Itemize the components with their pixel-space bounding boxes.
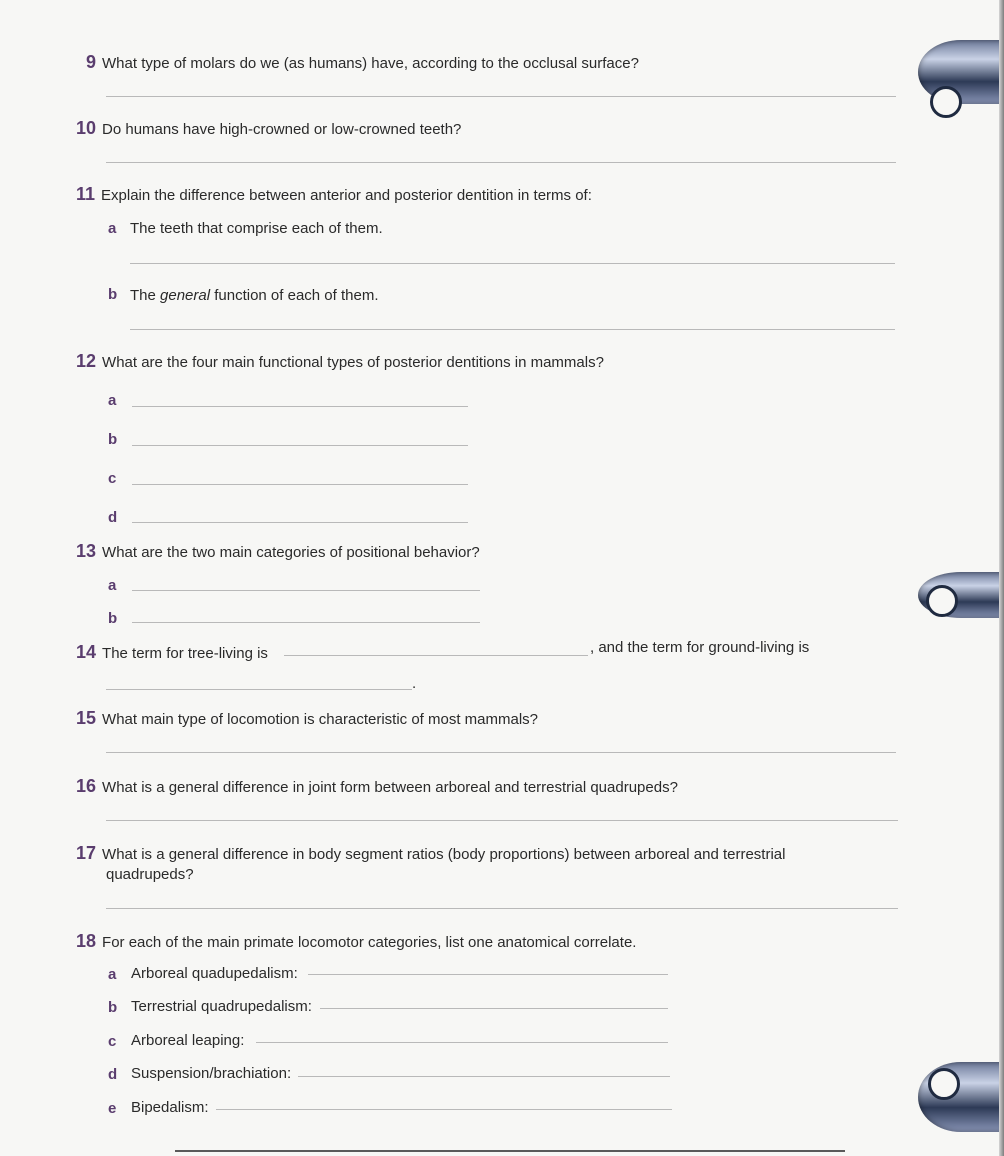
answer-line-12c[interactable]	[132, 484, 468, 485]
question-number: 13	[76, 541, 97, 561]
question-11	[76, 184, 592, 206]
question-14	[76, 642, 268, 664]
sub-question-18d: Suspension/brachiation:	[131, 1065, 292, 1082]
question-9	[86, 52, 639, 74]
binder-hole-icon	[928, 1068, 960, 1100]
question-17	[76, 843, 785, 865]
question-text: What type of molars do we (as humans) have, according to the occlusal surface?	[102, 55, 639, 72]
text-segment: The	[130, 287, 161, 304]
sub-letter: d	[108, 509, 118, 526]
question-16	[76, 776, 678, 798]
sub-question-18a: Arboreal quadupedalism:	[131, 965, 298, 982]
answer-line-12a[interactable]	[132, 406, 468, 407]
sub-letter: c	[108, 1033, 117, 1050]
question-number: 14	[76, 642, 97, 662]
bottom-rule	[175, 1150, 845, 1152]
sub-letter: b	[108, 610, 118, 627]
period: .	[412, 675, 417, 692]
question-text: What main type of locomotion is characteristic of most mammals?	[102, 711, 539, 728]
sub-letter: a	[108, 966, 117, 983]
answer-line-11b[interactable]	[130, 329, 895, 330]
question-text: What is a general difference in body segment ratios (body proportions) between arboreal and terrestrial	[102, 846, 786, 863]
sub-question-11a: The teeth that comprise each of them.	[130, 220, 383, 237]
answer-line-18e[interactable]	[216, 1109, 672, 1110]
sub-letter: b	[108, 431, 118, 448]
question-number: 17	[76, 843, 97, 863]
question-text: Explain the difference between anterior and posterior dentition in terms of:	[101, 187, 592, 204]
binder-hole-icon	[926, 585, 958, 617]
question-text-cont: quadrupeds?	[106, 866, 194, 883]
answer-line-11a[interactable]	[130, 263, 895, 264]
sub-letter: a	[108, 577, 117, 594]
sub-letter: d	[108, 1066, 118, 1083]
question-number: 16	[76, 776, 97, 796]
question-15	[76, 708, 538, 730]
question-number: 18	[76, 931, 97, 951]
question-number: 10	[76, 118, 97, 138]
sub-letter: b	[108, 999, 118, 1016]
sub-letter: a	[108, 392, 117, 409]
answer-line-10[interactable]	[106, 162, 896, 163]
answer-line-16[interactable]	[106, 820, 898, 821]
answer-line-18b[interactable]	[320, 1008, 668, 1009]
answer-line-9[interactable]	[106, 96, 896, 97]
sub-letter: a	[108, 220, 117, 237]
question-number: 12	[76, 351, 97, 371]
sub-question-18c: Arboreal leaping:	[131, 1032, 245, 1049]
question-text: Do humans have high-crowned or low-crowned teeth?	[102, 121, 462, 138]
question-text: The term for tree-living is	[102, 645, 268, 662]
page-edge	[999, 0, 1004, 1156]
emphasis-text: general	[160, 287, 211, 304]
answer-line-18c[interactable]	[256, 1042, 668, 1043]
answer-line-15[interactable]	[106, 752, 896, 753]
question-number: 15	[76, 708, 97, 728]
answer-line-17[interactable]	[106, 908, 898, 909]
sub-letter: b	[108, 286, 118, 303]
answer-line-12b[interactable]	[132, 445, 468, 446]
question-text: What is a general difference in joint form between arboreal and terrestrial quadrupeds?	[102, 779, 678, 796]
binder-hole-icon	[930, 86, 962, 118]
binder-ring-icon	[918, 1062, 1004, 1132]
question-13	[76, 541, 480, 563]
answer-line-18d[interactable]	[298, 1076, 670, 1077]
text-segment: function of each of them.	[210, 287, 379, 304]
sub-question-11b	[130, 286, 379, 306]
question-12	[76, 351, 604, 373]
answer-line-13b[interactable]	[132, 622, 480, 623]
question-number: 9	[86, 52, 97, 72]
answer-line-18a[interactable]	[308, 974, 668, 975]
question-text: What are the two main categories of positional behavior?	[102, 544, 480, 561]
sub-question-18e: Bipedalism:	[131, 1099, 209, 1116]
sub-letter: e	[108, 1100, 117, 1117]
question-10	[76, 118, 461, 140]
answer-line-13a[interactable]	[132, 590, 480, 591]
sub-letter: c	[108, 470, 117, 487]
answer-line-14-tree[interactable]	[284, 655, 588, 656]
answer-line-12d[interactable]	[132, 522, 468, 523]
question-text-cont: , and the term for ground-living is	[590, 639, 810, 656]
question-text: What are the four main functional types of posterior dentitions in mammals?	[102, 354, 604, 371]
question-number: 11	[76, 184, 96, 204]
question-18	[76, 931, 636, 953]
answer-line-14-ground[interactable]	[106, 689, 412, 690]
question-text: For each of the main primate locomotor categories, list one anatomical correlate.	[102, 934, 637, 951]
sub-question-18b: Terrestrial quadrupedalism:	[131, 998, 312, 1015]
